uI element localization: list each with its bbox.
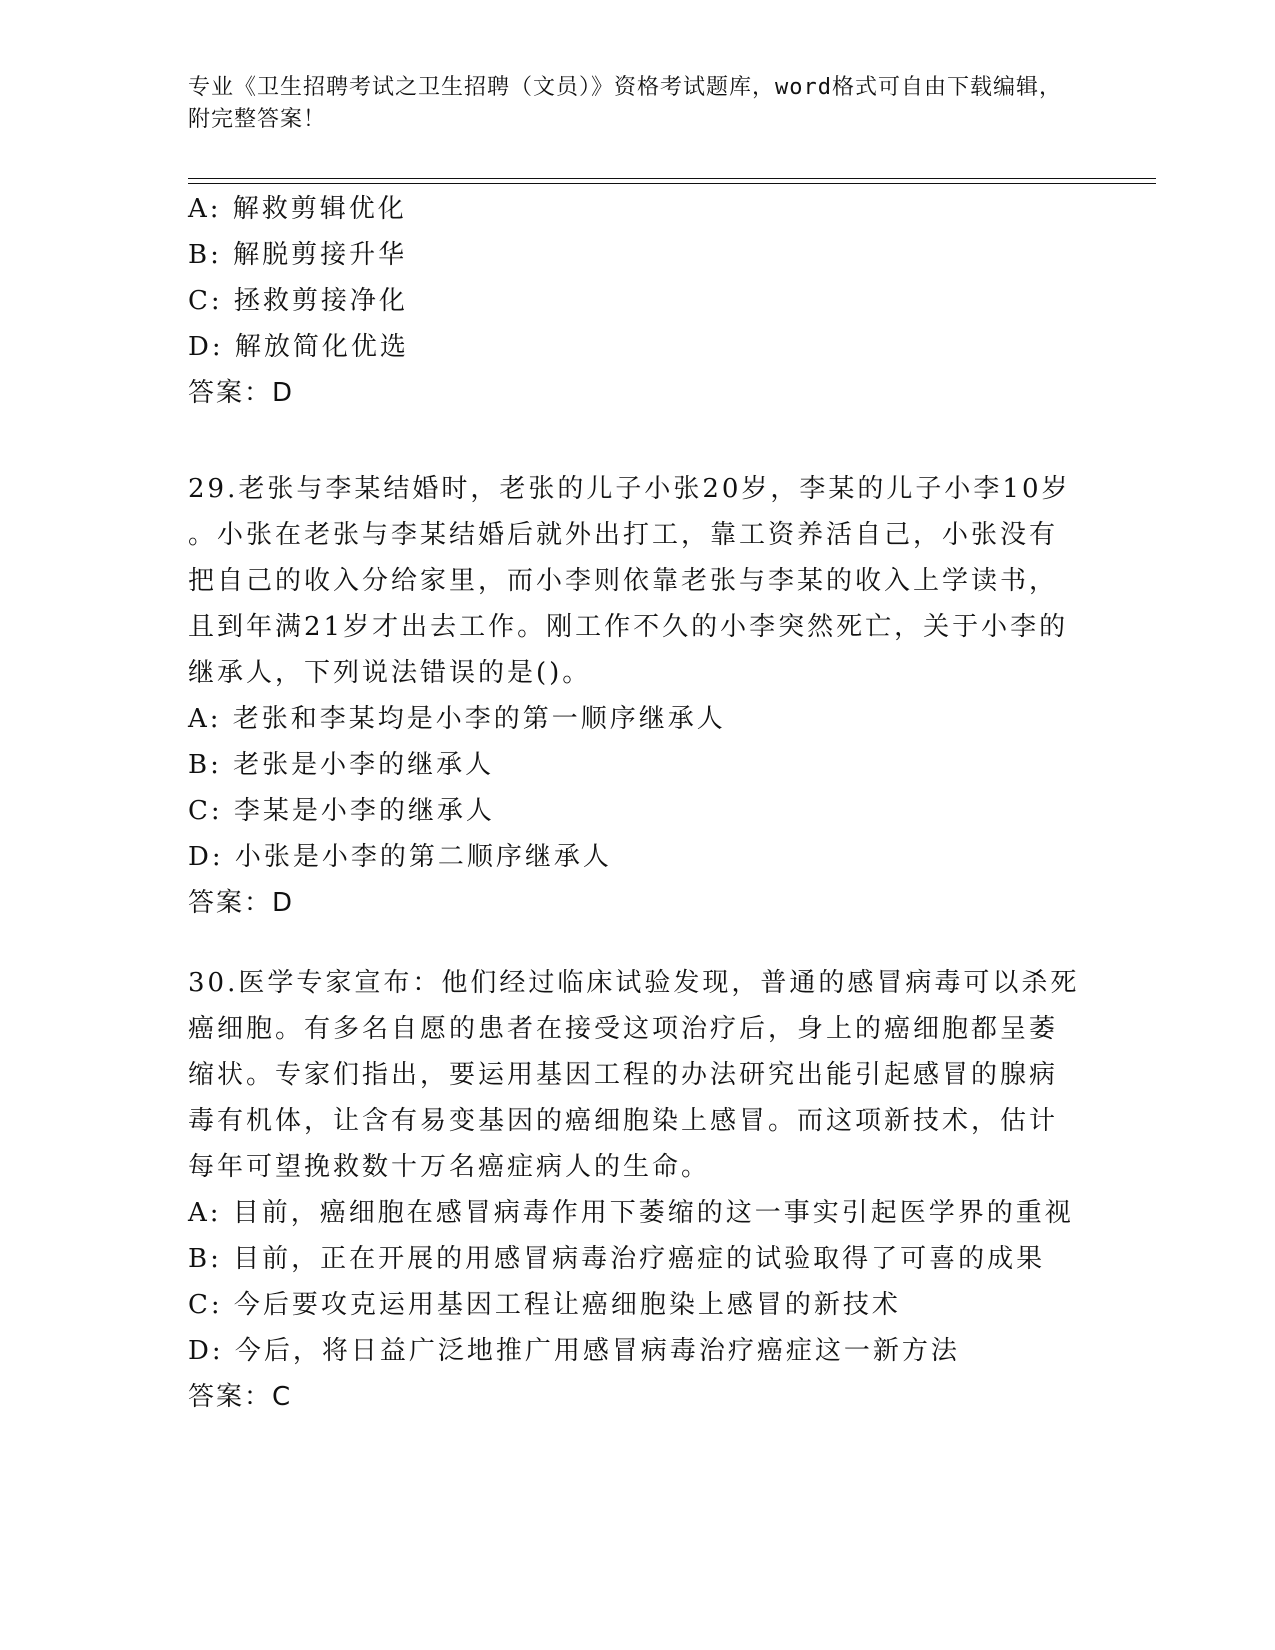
question-text-line: 29.老张与李某结婚时，老张的儿子小张20岁，李某的儿子小李10岁 (188, 474, 1071, 504)
question-text-line: 缩状。专家们指出，要运用基因工程的办法研究出能引起感冒的腺病 (188, 1060, 1059, 1090)
answer: 答案：D (188, 888, 295, 918)
question-30 (188, 960, 1088, 1420)
question-28 (188, 186, 1088, 416)
question-text-line: 。小张在老张与李某结婚后就外出打工，靠工资养活自己，小张没有 (188, 520, 1059, 550)
question-text-line: 30.医学专家宣布：他们经过临床试验发现，普通的感冒病毒可以杀死 (188, 968, 1080, 998)
option-c: C: 李某是小李的继承人 (188, 796, 495, 826)
header-divider-bottom (188, 183, 1156, 184)
option-d: D: 小张是小李的第二顺序继承人 (188, 842, 612, 872)
question-29 (188, 466, 1088, 926)
option-d: D: 今后，将日益广泛地推广用感冒病毒治疗癌症这一新方法 (188, 1336, 960, 1366)
option-d: D: 解放简化优选 (188, 332, 409, 362)
option-a: A: 解救剪辑优化 (188, 194, 407, 224)
question-text-line: 继承人，下列说法错误的是()。 (188, 658, 592, 688)
question-text-line: 把自己的收入分给家里，而小李则依靠老张与李某的收入上学读书， (188, 566, 1059, 596)
question-text-line: 癌细胞。有多名自愿的患者在接受这项治疗后，身上的癌细胞都呈萎 (188, 1014, 1059, 1044)
question-text-line: 毒有机体，让含有易变基因的癌细胞染上感冒。而这项新技术，估计 (188, 1106, 1059, 1136)
option-b: B: 老张是小李的继承人 (188, 750, 495, 780)
option-a: A: 目前，癌细胞在感冒病毒作用下萎缩的这一事实引起医学界的重视 (188, 1198, 1074, 1228)
answer: 答案：D (188, 378, 295, 408)
option-c: C: 今后要攻克运用基因工程让癌细胞染上感冒的新技术 (188, 1290, 901, 1320)
question-text-line: 每年可望挽救数十万名癌症病人的生命。 (188, 1152, 711, 1182)
option-b: B: 解脱剪接升华 (188, 240, 408, 270)
header-divider-top (188, 178, 1156, 179)
option-c: C: 拯救剪接净化 (188, 286, 408, 316)
question-text-line: 且到年满21岁才出去工作。刚工作不久的小李突然死亡，关于小李的 (188, 612, 1069, 642)
answer: 答案：C (188, 1382, 293, 1412)
option-b: B: 目前，正在开展的用感冒病毒治疗癌症的试验取得了可喜的成果 (188, 1244, 1046, 1274)
document-header: 专业《卫生招聘考试之卫生招聘（文员）》资格考试题库，word格式可自由下载编辑，附完整答案！ (188, 75, 1062, 132)
option-a: A: 老张和李某均是小李的第一顺序继承人 (188, 704, 726, 734)
